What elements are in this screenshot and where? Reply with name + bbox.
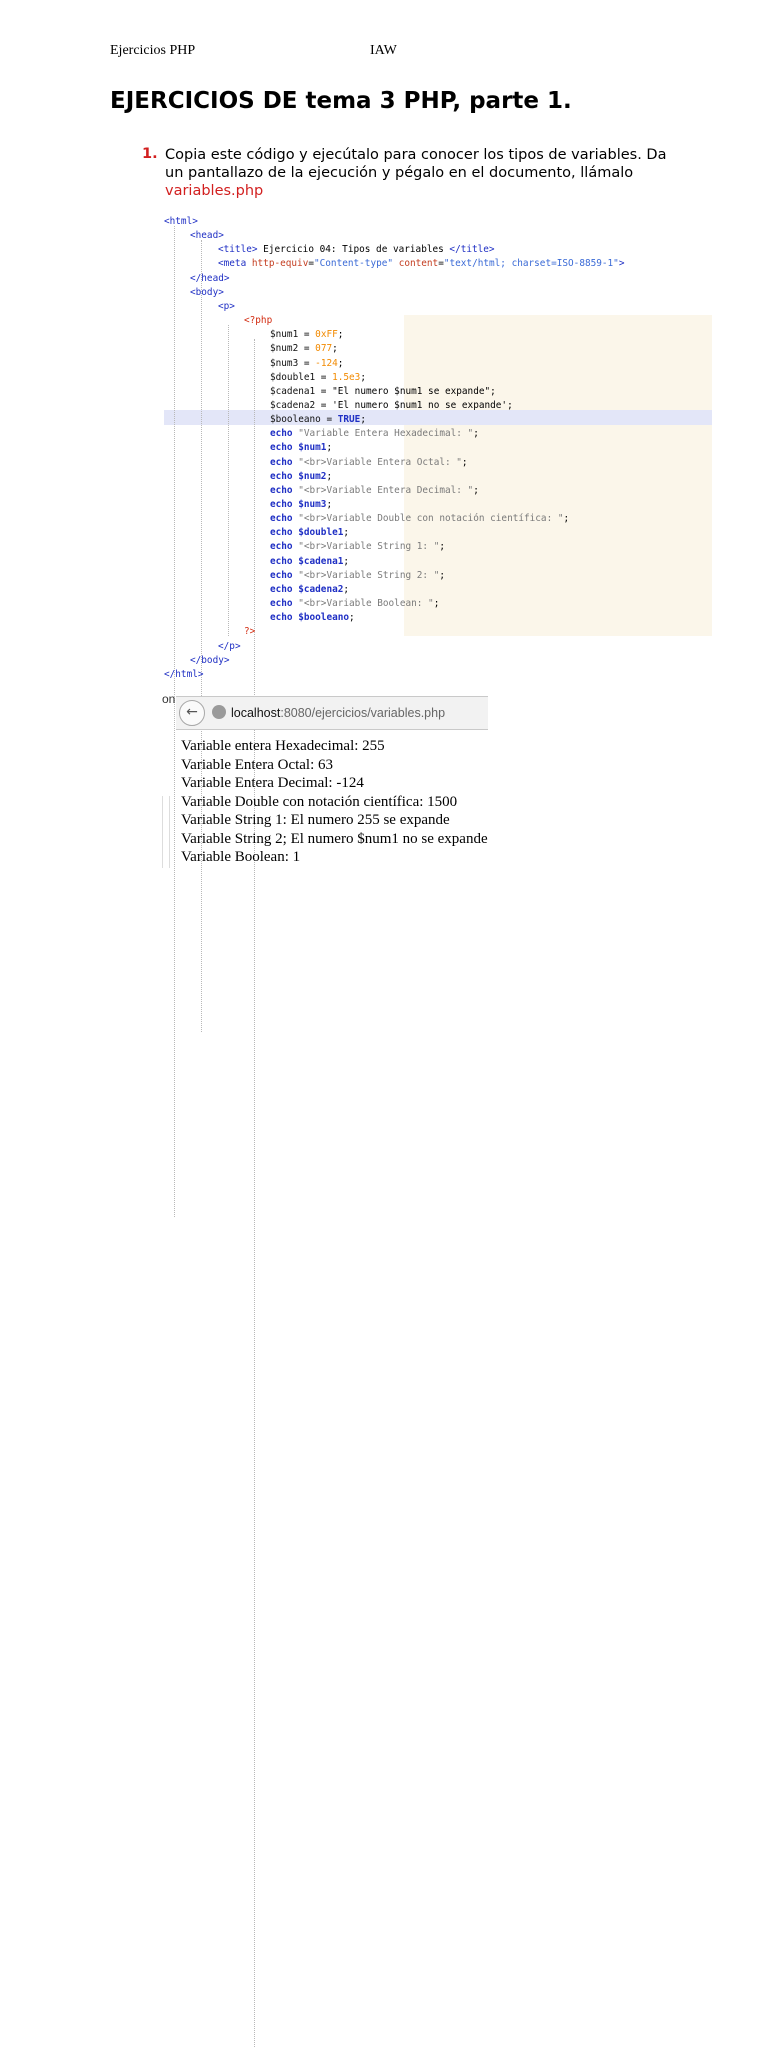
code-line: <?php — [244, 315, 273, 327]
address-bar[interactable] — [176, 696, 488, 730]
php-block-background — [404, 315, 712, 636]
output-line: Variable Entera Octal: 63 — [181, 756, 334, 773]
code-line: echo "<br>Variable Boolean: "; — [270, 598, 440, 610]
code-line: echo $num1; — [270, 442, 333, 454]
url-text[interactable] — [231, 706, 445, 720]
code-line: $double1 = 1.5e3; — [270, 371, 366, 383]
code-line: echo $booleano; — [270, 612, 355, 624]
code-line: echo "<br>Variable Entera Octal: "; — [270, 456, 468, 468]
output-line: Variable String 2; El numero $num1 no se expande — [181, 830, 488, 847]
code-line: <body> — [190, 286, 224, 298]
exercise-filename: variables.php — [165, 183, 264, 199]
code-line: ?> — [244, 626, 256, 638]
exercise-number: 1. — [142, 146, 158, 162]
code-line: echo "<br>Variable String 1: "; — [270, 541, 445, 553]
code-line: $num1 = 0xFF; — [270, 329, 344, 341]
code-line: </head> — [190, 272, 230, 284]
code-line: </html> — [164, 668, 204, 680]
code-line: echo "<br>Variable String 2: "; — [270, 569, 445, 581]
code-line: echo $cadena1; — [270, 555, 350, 567]
cropped-text-fragment: on — [162, 692, 176, 706]
window-edge — [162, 796, 170, 868]
code-line: echo $num2; — [270, 470, 333, 482]
code-line: echo $num3; — [270, 499, 333, 510]
code-line: echo "<br>Variable Double con notación científica: "; — [270, 513, 570, 525]
code-line: </body> — [190, 654, 230, 666]
document-title: EJERCICIOS DE tema 3 PHP, parte 1. — [110, 88, 572, 114]
code-line: echo "<br>Variable Entera Decimal: "; — [270, 484, 479, 496]
code-line: $cadena2 = 'El numero $num1 no se expande'; — [270, 399, 513, 411]
output-line: Variable Double con notación científica: 1500 — [181, 793, 458, 810]
code-line: <html> — [164, 216, 198, 227]
code-line: <head> — [190, 230, 224, 242]
url-host: localhost — [231, 706, 281, 720]
code-line: <meta http-equiv="Content-type" content="text/html; charset=ISO-8859-1"> — [218, 258, 625, 270]
code-line: $num3 = -124; — [270, 357, 344, 369]
exercise-instructions — [165, 146, 685, 200]
back-arrow-icon[interactable]: ← — [179, 700, 205, 726]
output-line: Variable String 1: El numero 255 se expande — [181, 812, 450, 828]
indent-guide — [201, 240, 202, 1032]
code-line: </p> — [218, 640, 241, 652]
indent-guide — [228, 325, 229, 636]
globe-icon — [212, 705, 226, 719]
url-path: :8080/ejercicios/variables.php — [280, 706, 446, 720]
output-line: Variable Entera Decimal: -124 — [181, 775, 364, 791]
code-line: echo $cadena2; — [270, 583, 350, 595]
code-line: $booleano = TRUE; — [270, 414, 366, 426]
code-line: $cadena1 = "El numero $num1 se expande"; — [270, 385, 496, 397]
header-left: Ejercicios PHP — [110, 43, 196, 58]
output-line: Variable entera Hexadecimal: 255 — [181, 738, 385, 754]
code-line: echo $double1; — [270, 527, 350, 539]
code-line: echo "Variable Entera Hexadecimal: "; — [270, 428, 479, 440]
exercise-text: Copia este código y ejecútalo para conocer los tipos de variables. Da un pantallazo de la ejecución y pégalo en el documento, llámalo — [165, 147, 667, 181]
code-screenshot — [164, 212, 712, 682]
output-line: Variable Boolean: 1 — [181, 849, 301, 865]
code-line: <title> Ejercicio 04: Tipos de variables </title> — [218, 244, 495, 256]
header-right: IAW — [370, 43, 397, 58]
code-line: <p> — [218, 300, 235, 312]
code-line: $num2 = 077; — [270, 343, 338, 355]
browser-screenshot — [162, 692, 492, 877]
indent-guide — [254, 339, 255, 2048]
